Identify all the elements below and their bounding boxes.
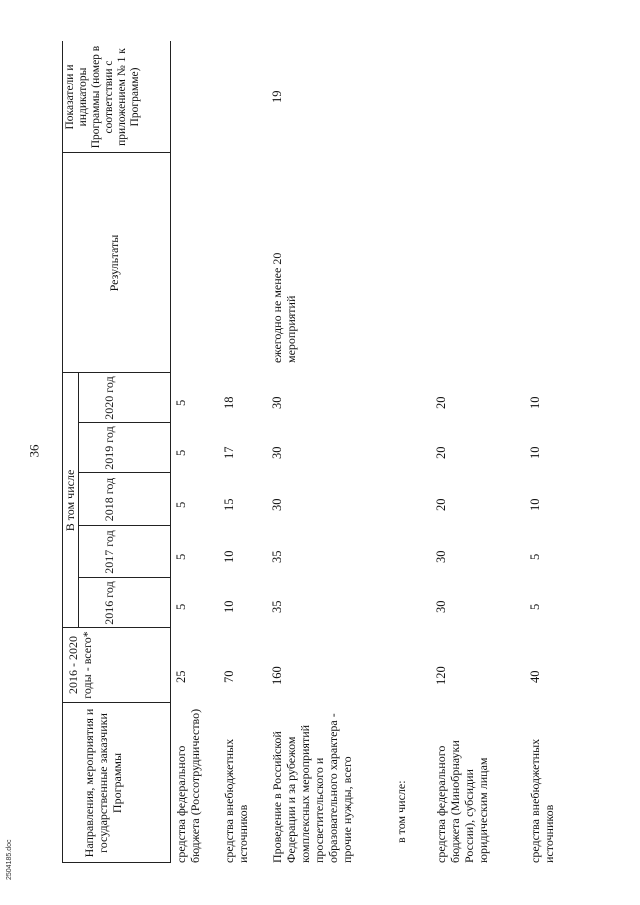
- row-1-2019: 17: [222, 446, 236, 459]
- group-header-line: [78, 373, 79, 628]
- page-number: 36: [26, 444, 42, 458]
- row-0-2016: 5: [174, 603, 188, 610]
- col-line-2: [62, 627, 170, 628]
- row-2-result: ежегодно не менее 20 мероприятий: [270, 252, 298, 363]
- header-bottom-border: [170, 41, 171, 863]
- row-1-2017: 10: [222, 550, 236, 563]
- row-5-2016: 5: [528, 603, 542, 610]
- row-5-total: 40: [528, 670, 542, 683]
- row-0-total: 25: [174, 670, 188, 683]
- row-4-2016: 30: [434, 600, 448, 613]
- row-1-name: средства внебюджетных источников: [222, 738, 250, 863]
- row-1-2020: 18: [222, 396, 236, 409]
- row-2-indicator: 19: [270, 90, 284, 103]
- row-2-2020: 30: [270, 396, 284, 409]
- row-4-2019: 20: [434, 446, 448, 459]
- header-year-2019: 2019 год: [102, 426, 116, 470]
- row-1-2018: 15: [222, 498, 236, 511]
- row-2-2018: 30: [270, 498, 284, 511]
- rotated-table: [62, 41, 602, 863]
- header-group: В том числе: [63, 469, 77, 532]
- row-1-total: 70: [222, 670, 236, 683]
- row-2-2016: 35: [270, 600, 284, 613]
- header-year-2018: 2018 год: [102, 477, 116, 522]
- col-line-5: [78, 472, 170, 473]
- row-4-2020: 20: [434, 396, 448, 409]
- row-0-2020: 5: [174, 399, 188, 406]
- row-0-name: средства федерального бюджета (Россотрудничество): [174, 708, 202, 863]
- row-2-name: Проведение в Российской Федерации и за рубежом комплексных мероприятий просветительского и образовательного характера - прочие нужды, всего: [270, 713, 354, 863]
- header-year-2016: 2016 год: [102, 581, 116, 625]
- row-5-2019: 10: [528, 446, 542, 459]
- col-line-3: [78, 577, 170, 578]
- row-2-2019: 30: [270, 446, 284, 459]
- header-name: Направления, мероприятия и государственные заказчики Программы: [82, 708, 124, 858]
- header-indicators: Показатели и индикаторы Программы (номер в соответствии с приложением № 1 к Программе): [64, 45, 141, 149]
- row-0-2018: 5: [174, 501, 188, 508]
- row-3-name: в том числе:: [394, 780, 408, 843]
- row-2-total: 160: [270, 666, 284, 685]
- row-0-2017: 5: [174, 553, 188, 560]
- row-1-2016: 10: [222, 600, 236, 613]
- row-4-name: средства федерального бюджета (Минобрнауки России), субсидии юридическим лицам: [434, 740, 490, 863]
- col-line-6: [78, 422, 170, 423]
- row-5-2020: 10: [528, 396, 542, 409]
- row-5-name: средства внебюджетных источников: [528, 738, 556, 863]
- header-results: Результаты: [107, 234, 121, 292]
- header-total: 2016 - 2020 годы - всего*: [66, 631, 94, 699]
- row-4-total: 120: [434, 666, 448, 685]
- col-line-8: [62, 152, 170, 153]
- row-5-2018: 10: [528, 498, 542, 511]
- header-year-2020: 2020 год: [102, 376, 116, 420]
- row-5-2017: 5: [528, 553, 542, 560]
- row-2-2017: 35: [270, 550, 284, 563]
- header-year-2017: 2017 год: [102, 530, 116, 574]
- col-line-4: [78, 525, 170, 526]
- row-4-2018: 20: [434, 498, 448, 511]
- col-line-7: [62, 372, 170, 373]
- row-4-2017: 30: [434, 550, 448, 563]
- row-0-2019: 5: [174, 449, 188, 456]
- file-label: 2504185.doc: [6, 839, 13, 880]
